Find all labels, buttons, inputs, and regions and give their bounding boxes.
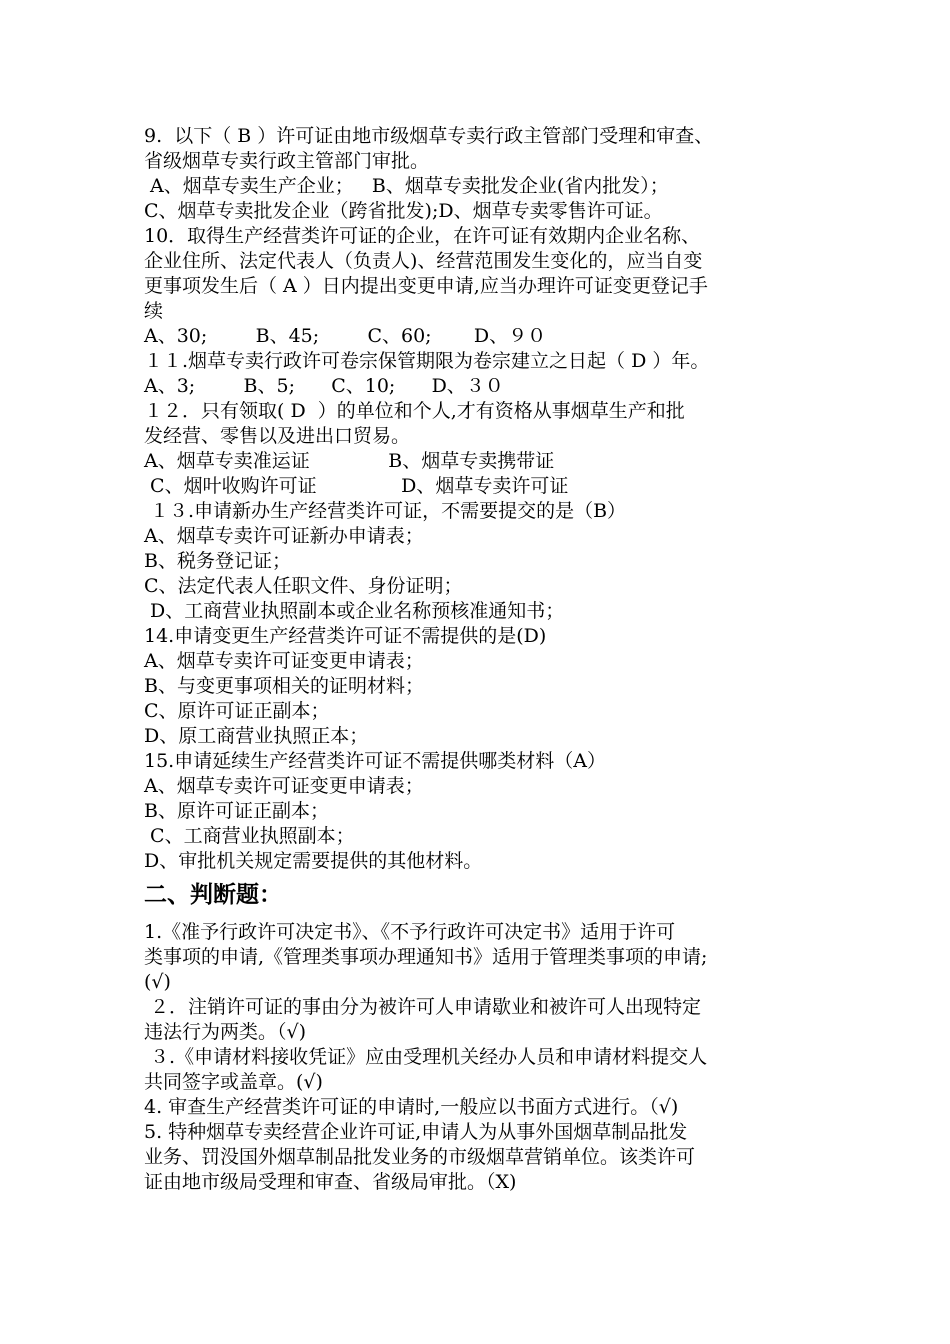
tf-5-line-1: 5. 特种烟草专卖经营企业许可证,申请人为从事外国烟草制品批发: [144, 1121, 688, 1143]
question-12-options-c-d: C、烟叶收购许可证 D、烟草专卖许可证: [144, 475, 569, 497]
question-11-line-1: １１.烟草专卖行政许可卷宗保管期限为卷宗建立之日起（ D ）年。: [144, 350, 710, 372]
tf-4-line-1: 4. 审查生产经营类许可证的申请时,一般应以书面方式进行。（√): [144, 1096, 679, 1118]
question-9-line-2: 省级烟草专卖行政主管部门审批。: [144, 150, 430, 172]
question-14-line-1: 14.申请变更生产经营类许可证不需提供的是(D): [144, 625, 547, 647]
tf-1-line-2: 类事项的申请,《管理类事项办理通知书》适用于管理类事项的申请;: [144, 946, 708, 968]
question-9-options-c-d: C、烟草专卖批发企业（跨省批发);D、烟草专卖零售许可证。: [144, 200, 663, 222]
question-10-line-1: 10．取得生产经营类许可证的企业，在许可证有效期内企业名称、: [144, 225, 701, 247]
question-10-line-3: 更事项发生后（ A ）日内提出变更申请,应当办理许可证变更登记手: [144, 275, 708, 297]
question-15-option-d: D、审批机关规定需要提供的其他材料。: [144, 850, 483, 872]
question-14-option-d: D、原工商营业执照正本；: [144, 725, 369, 747]
question-15-line-1: 15.申请延续生产经营类许可证不需提供哪类材料（A）: [144, 750, 606, 772]
question-12-line-2: 发经营、零售以及进出口贸易。: [144, 425, 411, 447]
tf-1-answer: (√): [144, 971, 171, 993]
question-12-line-1: １２．只有领取( D ）的单位和个人,才有资格从事烟草生产和批: [144, 400, 685, 422]
tf-1-line-1: 1.《准予行政许可决定书》、《不予行政许可决定书》适用于许可: [144, 921, 676, 943]
question-10-line-4: 续: [144, 300, 164, 322]
question-11-options: A、3; B、5; C、10; D、３０: [144, 375, 504, 397]
question-15-option-c: C、工商营业执照副本；: [144, 825, 355, 847]
tf-2-line-1: ２．注销许可证的事由分为被许可人申请歇业和被许可人出现特定: [144, 996, 702, 1018]
question-13-option-c: C、法定代表人任职文件、身份证明；: [144, 575, 463, 597]
question-13-option-b: B、税务登记证；: [144, 550, 291, 572]
tf-5-line-2: 业务、罚没国外烟草制品批发业务的市级烟草营销单位。该类许可: [144, 1146, 696, 1168]
tf-2-line-2: 违法行为两类。（√): [144, 1021, 307, 1043]
question-15-option-a: A、烟草专卖许可证变更申请表；: [144, 775, 424, 797]
question-13-option-d: D、工商营业执照副本或企业名称预核准通知书；: [144, 600, 565, 622]
question-14-option-a: A、烟草专卖许可证变更申请表；: [144, 650, 424, 672]
question-10-options: A、30; B、45; C、60; D、９０: [144, 325, 547, 347]
tf-3-line-1: ３.《申请材料接收凭证》应由受理机关经办人员和申请材料提交人: [144, 1046, 708, 1068]
question-14-option-b: B、与变更事项相关的证明材料；: [144, 675, 424, 697]
question-15-option-b: B、原许可证正副本；: [144, 800, 329, 822]
question-10-line-2: 企业住所、法定代表人（负责人)、经营范围发生变化的，应当自变: [144, 250, 703, 272]
section-heading-true-false: 二、判断题：: [144, 882, 282, 908]
tf-5-line-3: 证由地市级局受理和审查、省级局审批。（X): [144, 1171, 517, 1193]
question-13-option-a: A、烟草专卖许可证新办申请表；: [144, 525, 424, 547]
question-9-line-1: 9. 以下（ B ）许可证由地市级烟草专卖行政主管部门受理和审查、: [144, 125, 714, 147]
question-13-line-1: １３.申请新办生产经营类许可证，不需要提交的是（B）: [144, 500, 627, 522]
question-9-options-a-b: A、烟草专卖生产企业； B、烟草专卖批发企业(省内批发）；: [144, 175, 669, 197]
tf-3-line-2: 共同签字或盖章。(√): [144, 1071, 323, 1093]
question-12-options-a-b: A、烟草专卖准运证 B、烟草专卖携带证: [144, 450, 555, 472]
question-14-option-c: C、原许可证正副本；: [144, 700, 330, 722]
